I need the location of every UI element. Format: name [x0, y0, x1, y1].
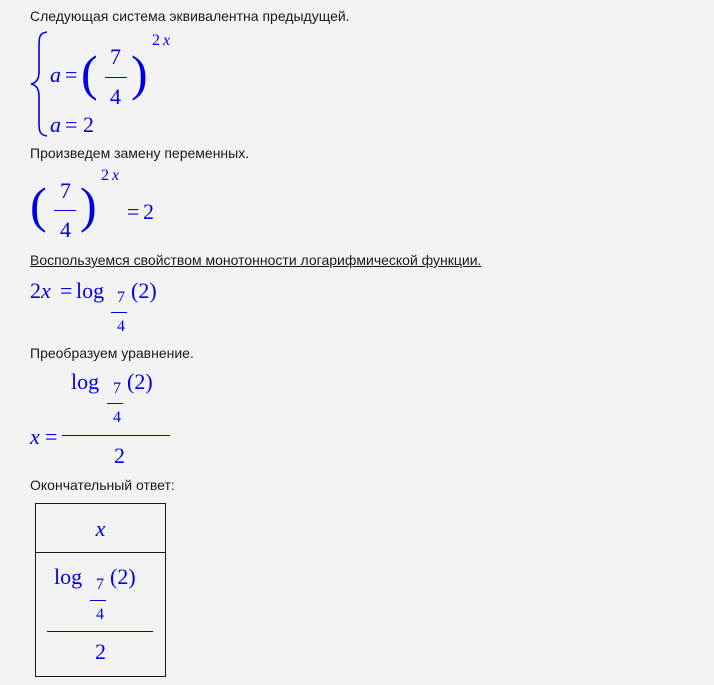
transformed-base-numerator: 7: [113, 380, 121, 397]
log-equation-base-bar: [111, 312, 127, 313]
system-fraction-bar: [105, 77, 127, 78]
system-var-a-second: a: [50, 112, 61, 137]
left-paren-icon: (: [81, 45, 98, 101]
log-equation-equals-sign: =: [60, 278, 73, 303]
answer-fraction-bar: [47, 631, 153, 632]
log-equation-argument: (2): [131, 278, 157, 303]
answer-base-numerator: 7: [96, 576, 104, 593]
caption-final-answer: Окончательный ответ:: [30, 477, 175, 493]
answer-table: [35, 503, 166, 677]
transformed-log: log: [71, 369, 100, 394]
substituted-numerator: 7: [60, 178, 71, 203]
system-fraction-denominator: 4: [110, 84, 121, 109]
transformed-argument: (2): [127, 369, 153, 394]
equation-system: [30, 30, 230, 140]
substituted-rhs: 2: [143, 199, 154, 224]
answer-log: log: [54, 564, 83, 589]
substituted-equation: [30, 166, 210, 246]
transformed-base-denominator: 4: [113, 409, 121, 426]
system-equals-sign-second: =: [65, 112, 78, 137]
caption-equivalent-system: Следующая система эквивалентна предыдущей.: [30, 8, 350, 24]
transformed-denominator: 2: [114, 443, 125, 468]
substituted-exponent: 2 x: [101, 167, 120, 184]
answer-argument: (2): [110, 564, 136, 589]
right-paren-icon: ): [80, 177, 97, 233]
caption-monotonicity-link[interactable]: Воспользуемся свойством монотонности логарифмической функции.: [30, 252, 482, 268]
log-equation-base-denominator: 4: [117, 318, 125, 335]
log-equation-log: log: [76, 278, 105, 303]
system-second-value: 2: [83, 112, 94, 137]
answer-table-header: x: [95, 516, 106, 541]
caption-substitution: Произведем замену переменных.: [30, 145, 250, 161]
log-equation: [30, 276, 230, 340]
substituted-denominator: 4: [60, 217, 71, 242]
log-equation-lhs: 2x: [30, 278, 51, 303]
system-fraction-numerator: 7: [110, 44, 121, 69]
left-brace-icon: [30, 30, 52, 138]
right-paren-icon: ): [131, 45, 148, 101]
system-equals-sign: =: [65, 62, 78, 87]
left-paren-icon: (: [30, 177, 47, 233]
answer-denominator: 2: [95, 639, 106, 664]
transformed-equals-sign: =: [45, 424, 58, 449]
substituted-equals-sign: =: [127, 199, 140, 224]
log-equation-base-numerator: 7: [117, 289, 125, 306]
transformed-var-x: x: [30, 424, 40, 449]
system-exponent: 2 x: [152, 32, 171, 49]
answer-table-divider: [36, 552, 165, 553]
substituted-fraction-bar: [54, 210, 76, 211]
system-var-a: a: [50, 62, 61, 87]
transformed-fraction-bar: [62, 435, 170, 436]
transformed-equation: [30, 368, 230, 472]
transformed-base-bar: [107, 403, 123, 404]
answer-base-denominator: 4: [96, 606, 104, 623]
caption-transform: Преобразуем уравнение.: [30, 345, 194, 361]
answer-base-bar: [90, 600, 106, 601]
